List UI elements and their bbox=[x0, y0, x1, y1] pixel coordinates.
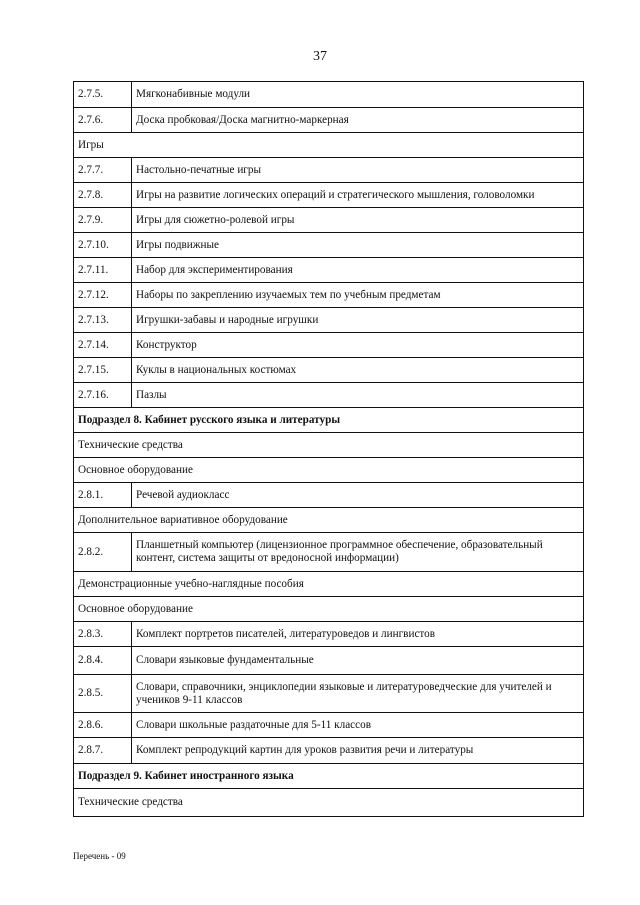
item-number: 2.7.16. bbox=[74, 383, 132, 408]
item-name: Мягконабивные модули bbox=[132, 82, 584, 108]
section-heading: Технические средства bbox=[74, 789, 584, 817]
subsection-row bbox=[74, 764, 584, 789]
item-number: 2.7.10. bbox=[74, 233, 132, 258]
item-name: Словари, справочники, энциклопедии языковые и литературоведческие для учителей и учеников 9-11 классов bbox=[132, 675, 584, 713]
item-number: 2.8.5. bbox=[74, 675, 132, 713]
item-name: Словари школьные раздаточные для 5-11 классов bbox=[132, 713, 584, 738]
item-number: 2.7.8. bbox=[74, 183, 132, 208]
item-number: 2.8.7. bbox=[74, 738, 132, 764]
footer-label: Перечень - 09 bbox=[73, 851, 126, 861]
equipment-table bbox=[73, 81, 584, 817]
section-row bbox=[74, 133, 584, 158]
item-name: Наборы по закреплению изучаемых тем по учебным предметам bbox=[132, 283, 584, 308]
section-row bbox=[74, 597, 584, 622]
table-row bbox=[74, 258, 584, 283]
page-number: 37 bbox=[313, 49, 327, 64]
item-name: Словари языковые фундаментальные bbox=[132, 647, 584, 675]
item-number: 2.7.6. bbox=[74, 108, 132, 133]
table-row bbox=[74, 738, 584, 764]
item-name: Комплект репродукций картин для уроков развития речи и литературы bbox=[132, 738, 584, 764]
section-row bbox=[74, 789, 584, 817]
item-name: Настольно-печатные игры bbox=[132, 158, 584, 183]
item-number: 2.8.3. bbox=[74, 622, 132, 647]
item-name: Игрушки-забавы и народные игрушки bbox=[132, 308, 584, 333]
item-name: Игры для сюжетно-ролевой игры bbox=[132, 208, 584, 233]
table-row bbox=[74, 647, 584, 675]
item-name: Набор для экспериментирования bbox=[132, 258, 584, 283]
item-number: 2.7.12. bbox=[74, 283, 132, 308]
section-row bbox=[74, 572, 584, 597]
item-name: Пазлы bbox=[132, 383, 584, 408]
section-row bbox=[74, 458, 584, 483]
table-row bbox=[74, 208, 584, 233]
table-row bbox=[74, 483, 584, 508]
section-heading: Игры bbox=[74, 133, 584, 158]
item-number: 2.7.5. bbox=[74, 82, 132, 108]
item-name: Доска пробковая/Доска магнитно-маркерная bbox=[132, 108, 584, 133]
item-number: 2.7.15. bbox=[74, 358, 132, 383]
item-name: Речевой аудиокласс bbox=[132, 483, 584, 508]
section-row bbox=[74, 508, 584, 533]
table-row bbox=[74, 622, 584, 647]
item-number: 2.7.7. bbox=[74, 158, 132, 183]
section-row bbox=[74, 433, 584, 458]
item-number: 2.8.2. bbox=[74, 533, 132, 572]
section-heading: Демонстрационные учебно-наглядные пособия bbox=[74, 572, 584, 597]
table-row bbox=[74, 383, 584, 408]
table-row bbox=[74, 158, 584, 183]
item-name: Комплект портретов писателей, литературоведов и лингвистов bbox=[132, 622, 584, 647]
section-heading: Технические средства bbox=[74, 433, 584, 458]
item-number: 2.7.13. bbox=[74, 308, 132, 333]
table-row bbox=[74, 533, 584, 572]
table-row bbox=[74, 283, 584, 308]
item-name: Игры подвижные bbox=[132, 233, 584, 258]
item-name: Куклы в национальных костюмах bbox=[132, 358, 584, 383]
section-heading: Основное оборудование bbox=[74, 597, 584, 622]
subsection-heading: Подраздел 8. Кабинет русского языка и литературы bbox=[74, 408, 584, 433]
section-heading: Основное оборудование bbox=[74, 458, 584, 483]
table-row bbox=[74, 108, 584, 133]
table-row bbox=[74, 333, 584, 358]
table-row bbox=[74, 675, 584, 713]
item-number: 2.7.11. bbox=[74, 258, 132, 283]
table-row bbox=[74, 183, 584, 208]
table-row bbox=[74, 82, 584, 108]
table-row bbox=[74, 713, 584, 738]
subsection-row bbox=[74, 408, 584, 433]
item-name: Игры на развитие логических операций и стратегического мышления, головоломки bbox=[132, 183, 584, 208]
subsection-heading: Подраздел 9. Кабинет иностранного языка bbox=[74, 764, 584, 789]
item-number: 2.8.1. bbox=[74, 483, 132, 508]
item-name: Конструктор bbox=[132, 333, 584, 358]
table-row bbox=[74, 358, 584, 383]
table-row bbox=[74, 233, 584, 258]
item-name: Планшетный компьютер (лицензионное программное обеспечение, образовательный контент, система защиты от вредоносной информации) bbox=[132, 533, 584, 572]
item-number: 2.8.4. bbox=[74, 647, 132, 675]
item-number: 2.7.14. bbox=[74, 333, 132, 358]
table-row bbox=[74, 308, 584, 333]
section-heading: Дополнительное вариативное оборудование bbox=[74, 508, 584, 533]
item-number: 2.7.9. bbox=[74, 208, 132, 233]
item-number: 2.8.6. bbox=[74, 713, 132, 738]
